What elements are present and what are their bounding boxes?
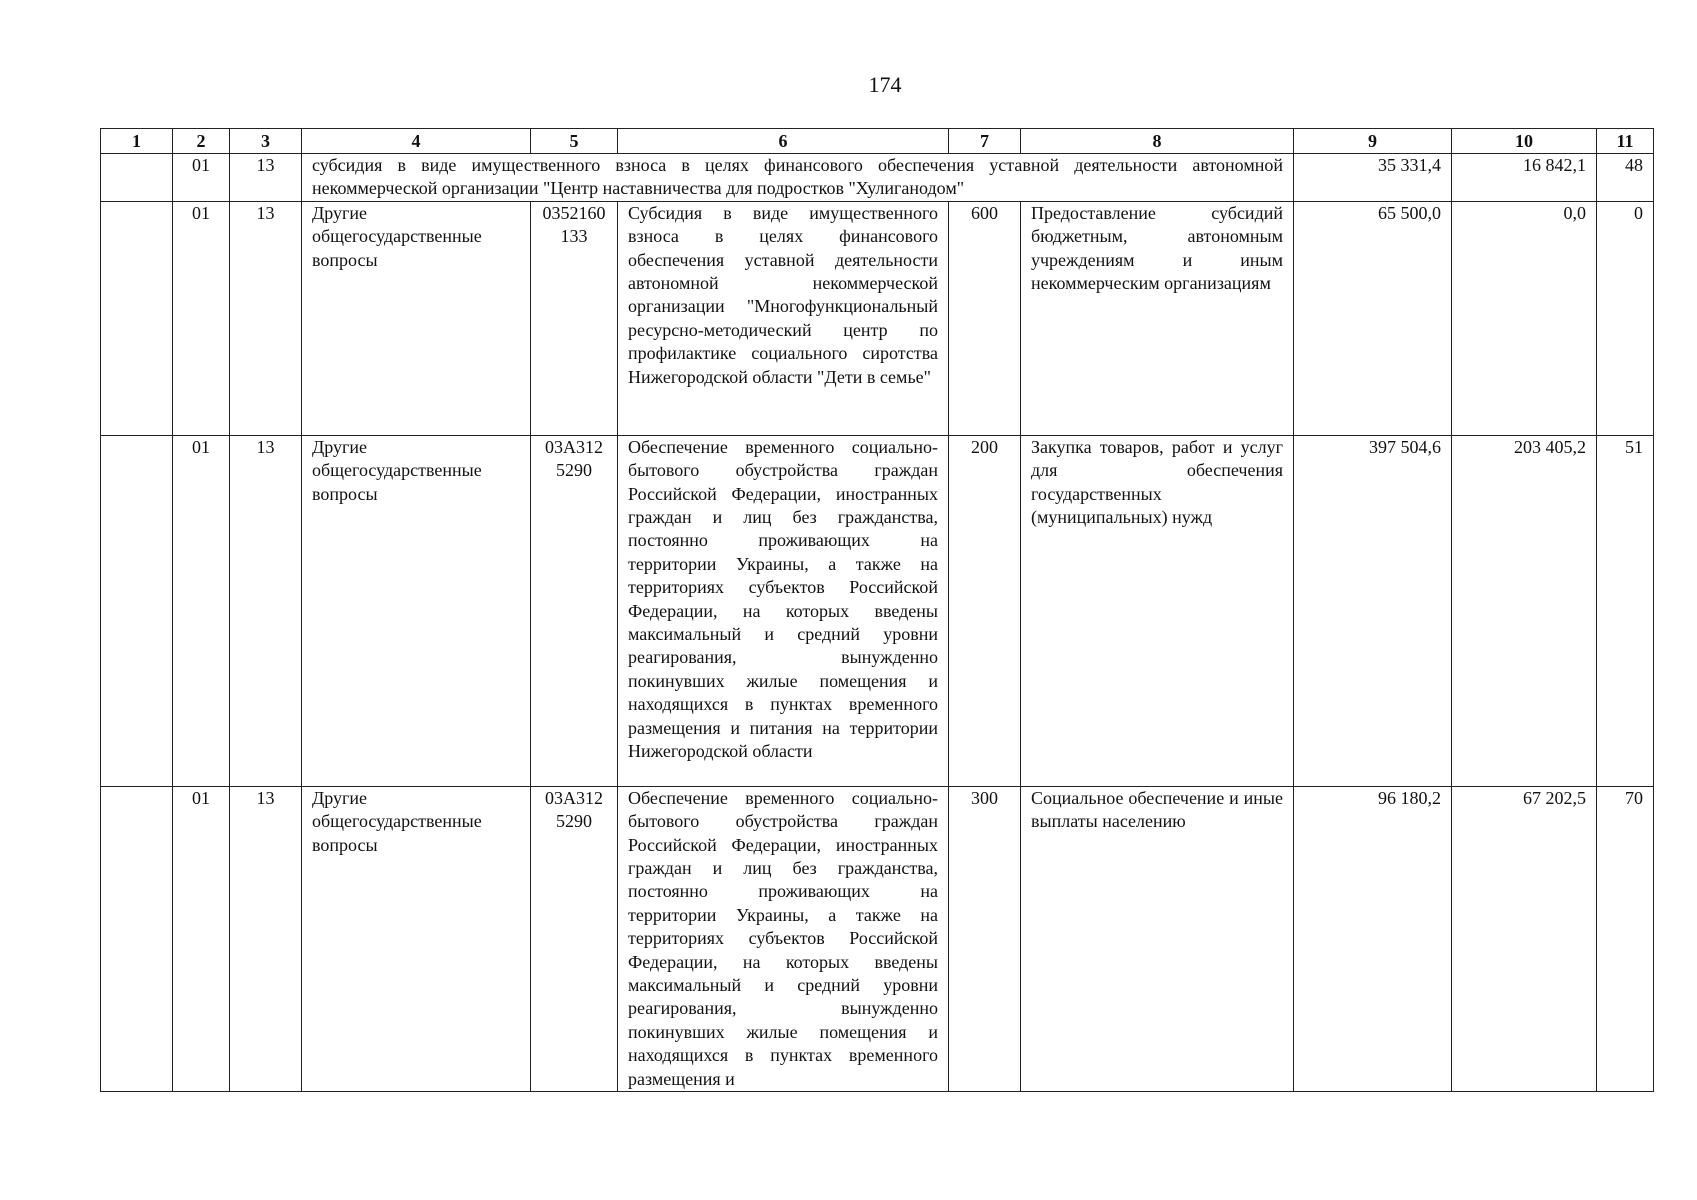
table-cell [101,201,173,435]
table-cell-expense-code: 200 [949,435,1021,786]
header-cell: 5 [531,129,618,154]
table-row [101,435,1654,786]
table-cell-section: 01 [173,786,230,1091]
table-cell-expense-type: Закупка товаров, работ и услуг для обеспечения государственных (муниципальных) нужд [1021,435,1294,786]
page-number: 174 [868,72,902,97]
table-row [101,154,1654,202]
table-cell-amount-actual: 203 405,2 [1452,435,1597,786]
header-cell: 8 [1021,129,1294,154]
table-cell-amount-plan: 397 504,6 [1294,435,1452,786]
table-cell-percent: 70 [1597,786,1654,1091]
table-cell-section: 01 [173,154,230,202]
header-cell: 1 [101,129,173,154]
table-cell [101,786,173,1091]
table-cell-subsection: 13 [230,201,302,435]
table-cell-amount-actual: 0,0 [1452,201,1597,435]
table-cell-amount-plan: 35 331,4 [1294,154,1452,202]
table-cell-expense-code: 600 [949,201,1021,435]
table-cell-description: Субсидия в виде имущественного взноса в целях финансового обеспечения уставной деятельности автономной некоммерческой организации "Многофункциональный ресурсно-методический центр по профилактике социального сиротства Нижегородской области "Дети в семье" [618,201,949,435]
table-row [101,786,1654,1091]
table-cell-section: 01 [173,201,230,435]
header-cell: 10 [1452,129,1597,154]
table-cell-description: Обеспечение временного социально-бытового обустройства граждан Российской Федерации, иностранных граждан и лиц без гражданства, постоянно проживающих на территории Украины, а также на территориях субъектов Российской Федерации, на которых введены максимальный и средний уровни реагирования, вынужденно покинувших жилые помещения и находящихся в пунктах временного размещения и питания на территории Нижегородской области [618,435,949,786]
table-cell-section: 01 [173,435,230,786]
header-cell: 9 [1294,129,1452,154]
table-cell-subsection: 13 [230,154,302,202]
header-cell: 3 [230,129,302,154]
table-cell-section-name: Другие общегосударственные вопросы [302,786,531,1091]
table-row [101,201,1654,435]
table-cell-target-code: 03А3125290 [531,435,618,786]
header-row [101,129,1654,154]
table-cell-amount-plan: 65 500,0 [1294,201,1452,435]
budget-table [100,128,1654,1092]
table-cell-subsection: 13 [230,786,302,1091]
table-cell-percent: 51 [1597,435,1654,786]
table-cell-percent: 0 [1597,201,1654,435]
table-cell-percent: 48 [1597,154,1654,202]
table-cell [101,154,173,202]
table-cell-expense-type: Предоставление субсидий бюджетным, автономным учреждениям и иным некоммерческим организациям [1021,201,1294,435]
table-cell-section-name: Другие общегосударственные вопросы [302,201,531,435]
table-cell [101,435,173,786]
header-cell: 4 [302,129,531,154]
table-cell-merged-description: субсидия в виде имущественного взноса в целях финансового обеспечения уставной деятельности автономной некоммерческой организации "Центр наставничества для подростков "Хулиганодом" [302,154,1294,202]
header-cell: 7 [949,129,1021,154]
header-cell: 6 [618,129,949,154]
table-cell-subsection: 13 [230,435,302,786]
table-cell-expense-code: 300 [949,786,1021,1091]
table-cell-amount-plan: 96 180,2 [1294,786,1452,1091]
table-cell-section-name: Другие общегосударственные вопросы [302,435,531,786]
table-cell-description: Обеспечение временного социально-бытового обустройства граждан Российской Федерации, иностранных граждан и лиц без гражданства, постоянно проживающих на территории Украины, а также на территориях субъектов Российской Федерации, на которых введены максимальный и средний уровни реагирования, вынужденно покинувших жилые помещения и находящихся в пунктах временного размещения и [618,786,949,1091]
table-cell-expense-type: Социальное обеспечение и иные выплаты населению [1021,786,1294,1091]
table-cell-target-code: 03А3125290 [531,786,618,1091]
table-cell-target-code: 0352160133 [531,201,618,435]
header-cell: 11 [1597,129,1654,154]
table-cell-amount-actual: 67 202,5 [1452,786,1597,1091]
table-cell-amount-actual: 16 842,1 [1452,154,1597,202]
header-cell: 2 [173,129,230,154]
